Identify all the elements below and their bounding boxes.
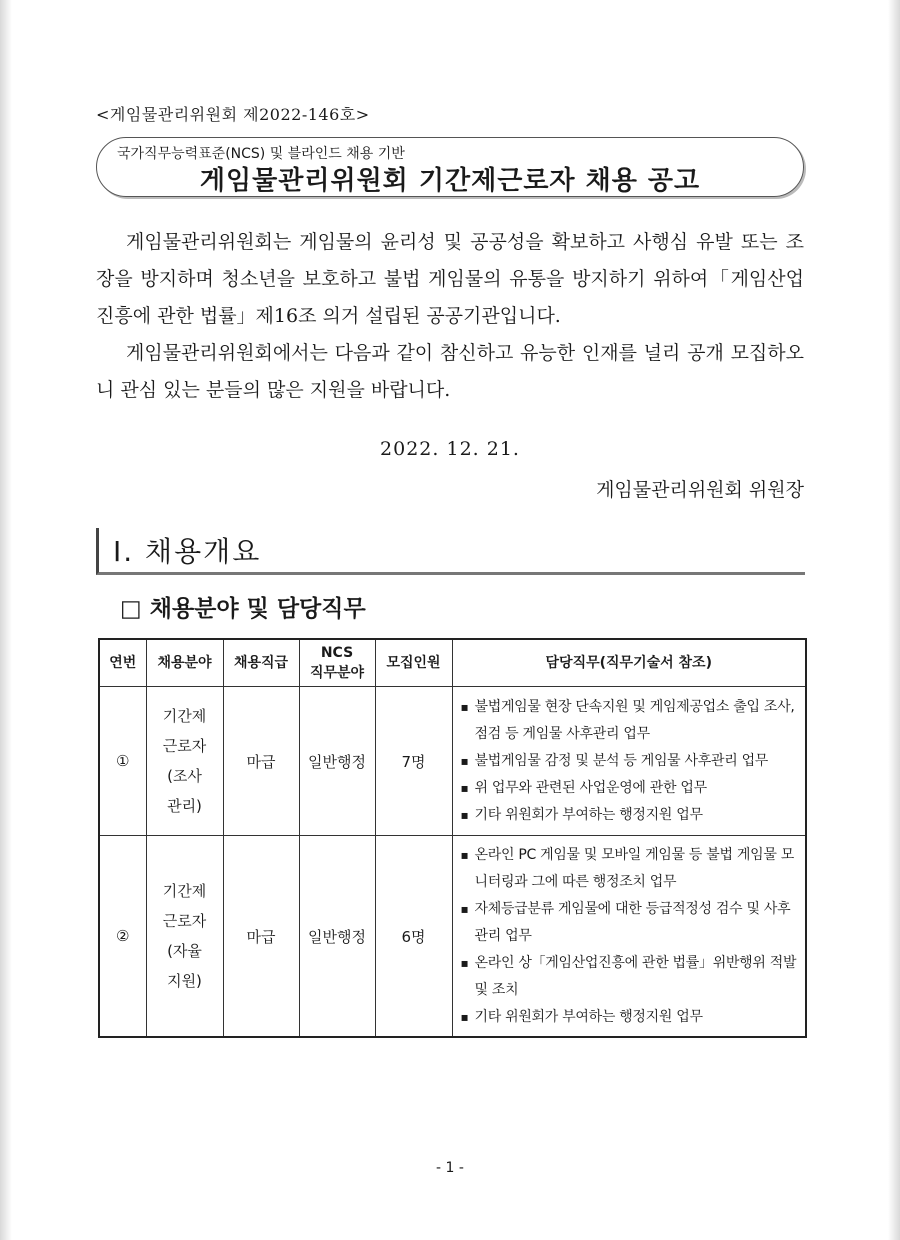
page-edge-left: [0, 0, 12, 1240]
intro-paragraph-1: 게임물관리위원회는 게임물의 윤리성 및 공공성을 확보하고 사행심 유발 또는 조장을 방지하며 청소년을 보호하고 불법 게임물의 유통을 방지하기 위하여「게임산업진흥에 관한 법률」제16조 의거 설립된 공공기관입니다.: [96, 231, 804, 327]
document-number: <게임물관리위원회 제2022-146호>: [96, 105, 370, 124]
row-count: 6명: [375, 836, 452, 1038]
duty-item: ▪ 온라인 상「게임산업진흥에 관한 법률」위반행위 적발 및 조치: [459, 950, 798, 1004]
field-line: (자율: [167, 942, 202, 960]
duty-item: ▪ 기타 위원회가 부여하는 행정지원 업무: [459, 802, 798, 829]
field-line: (조사: [167, 767, 202, 785]
row-grade: 마급: [223, 687, 299, 836]
row-field: [146, 836, 223, 1038]
duty-item: ▪ 온라인 PC 게임물 및 모바일 게임물 등 불법 게임물 모니터링과 그에 따른 행정조치 업무: [459, 842, 798, 896]
table-row: [99, 687, 806, 836]
table-row: [99, 836, 806, 1038]
row-duties: [452, 836, 806, 1038]
header-field: 채용분야: [146, 639, 223, 687]
field-line: 기간제: [162, 882, 207, 900]
duty-item: ▪ 불법게임물 현장 단속지원 및 게임제공업소 출입 조사, 점검 등 게임물 사후관리 업무: [459, 694, 798, 748]
row-ncs: 일반행정: [299, 687, 375, 836]
table-header-row: [99, 639, 806, 687]
header-duties: 담당직무(직무기술서 참조): [452, 639, 806, 687]
row-field: [146, 687, 223, 836]
signer: 게임물관리위원회 위원장: [596, 479, 804, 501]
title-box: [96, 137, 804, 197]
page-number: - 1 -: [436, 1160, 464, 1176]
header-grade: 채용직급: [223, 639, 299, 687]
row-count: 7명: [375, 687, 452, 836]
duty-item: ▪ 불법게임물 감정 및 분석 등 게임물 사후관리 업무: [459, 748, 798, 775]
header-count: 모집인원: [375, 639, 452, 687]
header-ncs-line1: NCS: [320, 645, 354, 661]
field-line: 지원): [167, 972, 202, 990]
section-heading-text: Ⅰ. 채용개요: [113, 535, 262, 568]
row-duties: [452, 687, 806, 836]
field-line: 기간제: [162, 707, 207, 725]
field-line: 근로자: [162, 912, 207, 930]
page-edge-right: [888, 0, 900, 1240]
field-line: 근로자: [162, 737, 207, 755]
recruitment-table: [98, 638, 807, 1038]
header-ncs-line2: 직무분야: [309, 665, 365, 681]
row-no: ①: [99, 687, 146, 836]
intro-text: [96, 224, 804, 409]
sub-heading: □ 채용분야 및 담당직무: [120, 596, 366, 622]
header-no: 연번: [99, 639, 146, 687]
row-no: ②: [99, 836, 146, 1038]
field-line: 관리): [167, 797, 202, 815]
announcement-date: 2022. 12. 21.: [380, 438, 520, 460]
duty-item: ▪ 기타 위원회가 부여하는 행정지원 업무: [459, 1004, 798, 1031]
row-ncs: 일반행정: [299, 836, 375, 1038]
duty-item: ▪ 자체등급분류 게임물에 대한 등급적정성 검수 및 사후관리 업무: [459, 896, 798, 950]
page-title: 게임물관리위원회 기간제근로자 채용 공고: [199, 166, 701, 196]
header-ncs: [299, 639, 375, 687]
title-subtitle: 국가직무능력표준(NCS) 및 블라인드 채용 기반: [117, 146, 405, 162]
row-grade: 마급: [223, 836, 299, 1038]
section-heading: [96, 528, 805, 575]
intro-paragraph-2: 게임물관리위원회에서는 다음과 같이 참신하고 유능한 인재를 널리 공개 모집하오니 관심 있는 분들의 많은 지원을 바랍니다.: [96, 342, 804, 401]
duty-item: ▪ 위 업무와 관련된 사업운영에 관한 업무: [459, 775, 798, 802]
